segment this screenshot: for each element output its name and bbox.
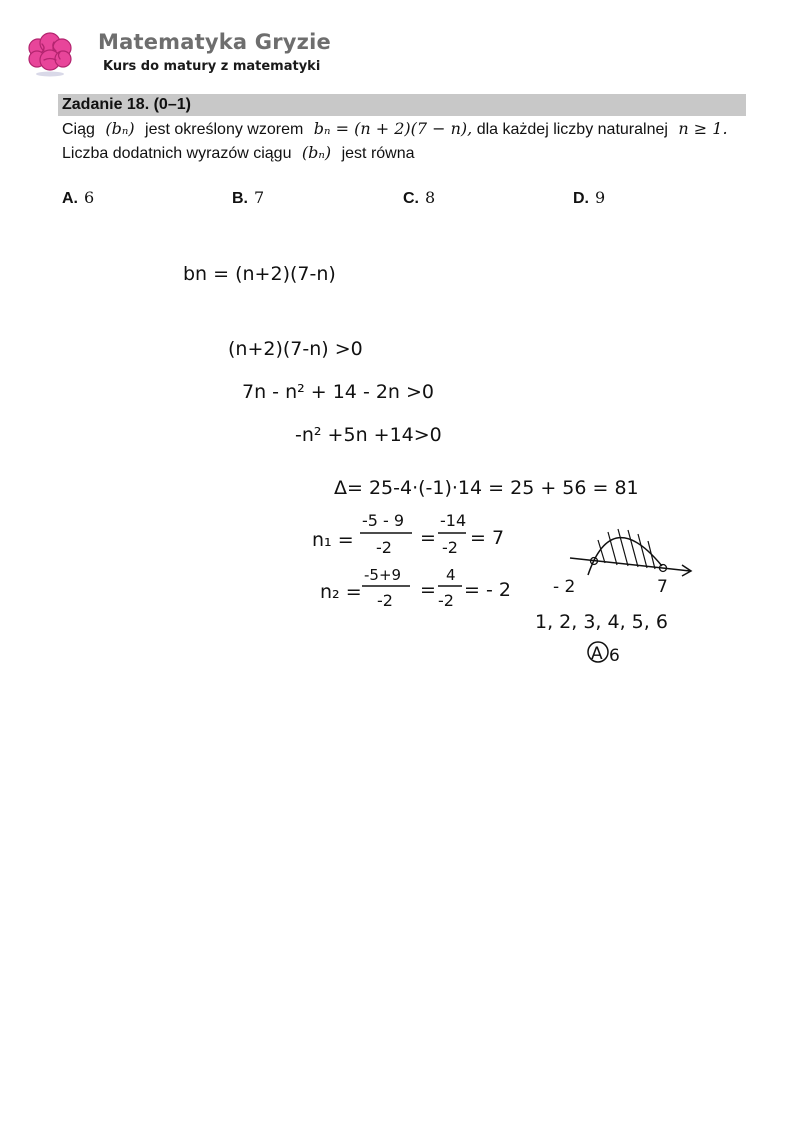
solution-line-inequality: (n+2)(7-n) >0: [228, 338, 363, 360]
root-2-numerator-2: 4: [446, 566, 456, 584]
final-answer-letter: A: [591, 644, 603, 664]
solution-line-formula: bn = (n+2)(7-n): [183, 263, 336, 285]
root-2-denominator: -2: [377, 591, 393, 610]
problem-text: Ciąg: [62, 121, 95, 138]
final-answer-value: 6: [609, 646, 620, 666]
root-1-denominator: -2: [376, 538, 392, 557]
root-1-denominator-2: -2: [442, 538, 458, 557]
root-2-numerator: -5+9: [364, 566, 402, 584]
root-2-label: n₂ =: [320, 581, 362, 603]
solution-line-simplified: -n² +5n +14>0: [295, 424, 442, 446]
brand-title: Matematyka Gryzie: [98, 30, 331, 54]
axis-label-left: - 2: [553, 577, 576, 597]
root-1-numerator: -5 - 9: [362, 511, 405, 530]
sequence-symbol: (bₙ): [105, 119, 135, 138]
answer-value: 8: [425, 188, 436, 207]
formula: bₙ = (n + 2)(7 − n),: [313, 119, 473, 138]
answer-label: B.: [232, 190, 248, 207]
task-title: Zadanie 18. (0–1): [62, 96, 191, 113]
brand-subtitle: Kurs do matury z matematyki: [103, 59, 321, 74]
solution-line-expanded: 7n - n² + 14 - 2n >0: [242, 381, 435, 403]
answer-label: A.: [62, 190, 78, 207]
equals-sign: =: [420, 579, 436, 601]
axis-label-right: 7: [657, 577, 668, 597]
parabola-sketch: [570, 529, 691, 576]
root-2-denominator-2: -2: [438, 591, 454, 610]
sequence-symbol: (bₙ): [301, 143, 332, 162]
solution-line-delta: Δ= 25-4·(-1)·14 = 25 + 56 = 81: [334, 477, 639, 499]
condition: n ≥ 1.: [678, 119, 728, 138]
problem-text: jest określony wzorem: [145, 121, 304, 138]
root-1-result: = 7: [470, 527, 505, 549]
positive-values-list: 1, 2, 3, 4, 5, 6: [535, 611, 668, 633]
root-1-numerator-2: -14: [440, 511, 467, 530]
equals-sign: =: [420, 527, 436, 549]
answer-value: 9: [595, 188, 606, 207]
answer-value: 7: [254, 188, 265, 207]
root-2-result: = - 2: [464, 579, 511, 601]
answer-label: D.: [573, 190, 589, 207]
problem-text: Liczba dodatnich wyrazów ciągu: [62, 145, 292, 162]
answer-value: 6: [84, 188, 95, 207]
root-1-label: n₁ =: [312, 529, 354, 551]
answer-label: C.: [403, 190, 419, 207]
problem-text: jest równa: [341, 145, 415, 162]
problem-text: dla każdej liczby naturalnej: [476, 121, 668, 138]
